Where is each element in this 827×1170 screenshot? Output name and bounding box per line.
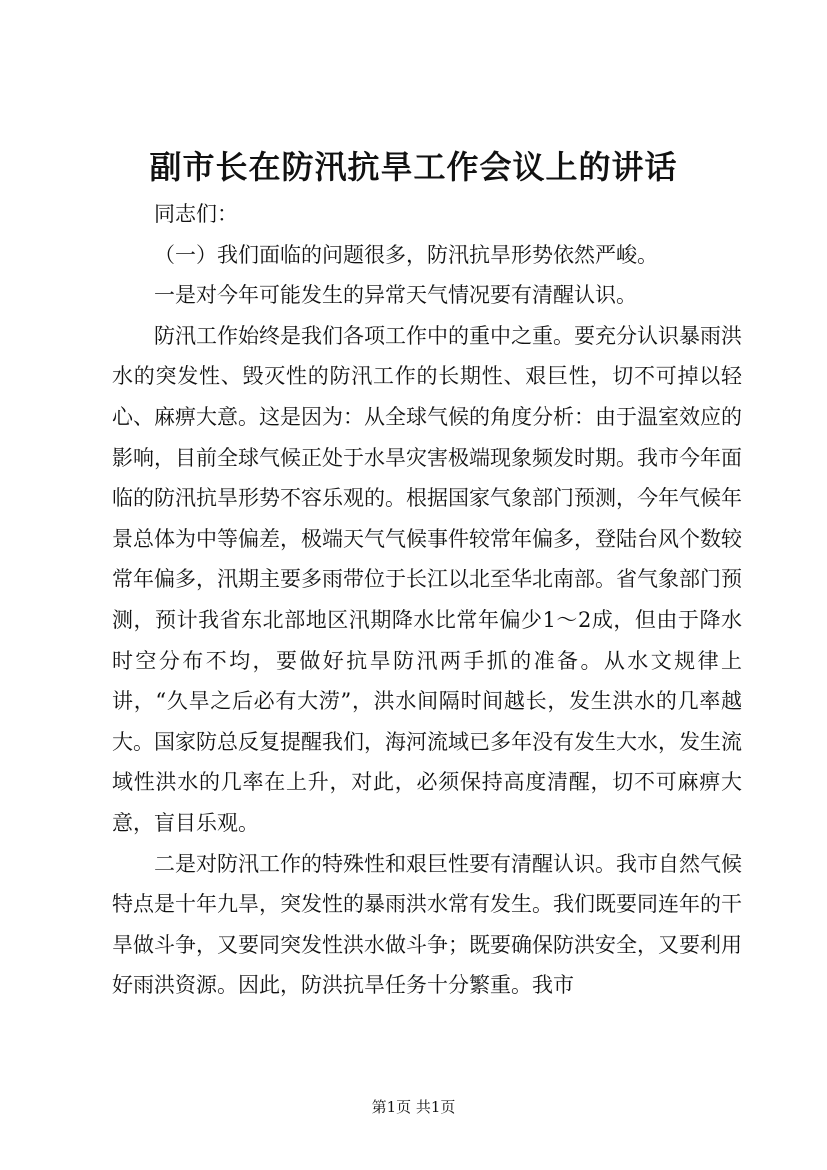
document-title: 副市长在防汛抗旱工作会议上的讲话 bbox=[149, 148, 678, 186]
body-paragraph: 防汛工作始终是我们各项工作中的重中之重。要充分认识暴雨洪水的突发性、毁灭性的防汛工作的长期性、艰巨性，切不可掉以轻心、麻痹大意。这是因为：从全球气候的角度分析：由于温室效应的影响，目前全球气候正处于水旱灾害极端现象频发时期。我市今年面临的防汛抗旱形势不容乐观的。根据国家气象部门预测，今年气候年景总体为中等偏差，极端天气气候事件较常年偏多，登陆台风个数较常年偏多，汛期主要多雨带位于长江以北至华北南部。省气象部门预测，预计我省东北部地区汛期降水比常年偏少1～2成，但由于降水时空分布不均，要做好抗旱防汛两手抓的准备。从水文规律上讲，“久旱之后必有大涝”，洪水间隔时间越长，发生洪水的几率越大。国家防总反复提醒我们，海河流域已多年没有发生大水，发生流域性洪水的几率在上升，对此，必须保持高度清醒，切不可麻痹大意，盲目乐观。 bbox=[112, 323, 742, 835]
point-two-paragraph: 二是对防汛工作的特殊性和艰巨性要有清醒认识。我市自然气候特点是十年九旱，突发性的暴雨洪水常有发生。我们既要同连年的干旱做斗争，又要同突发性洪水做斗争；既要确保防洪安全，又要利用好雨洪资源。因此，防洪抗旱任务十分繁重。我市 bbox=[112, 851, 742, 998]
salutation-paragraph: 同志们： bbox=[154, 202, 238, 226]
point-one-paragraph: 一是对今年可能发生的异常天气情况要有清醒认识。 bbox=[154, 283, 637, 308]
page-footer: 第1页 共1页 bbox=[371, 1098, 456, 1116]
document-body bbox=[112, 194, 742, 1006]
section-heading-paragraph: （一）我们面临的问题很多，防汛抗旱形势依然严峻。 bbox=[154, 242, 658, 267]
